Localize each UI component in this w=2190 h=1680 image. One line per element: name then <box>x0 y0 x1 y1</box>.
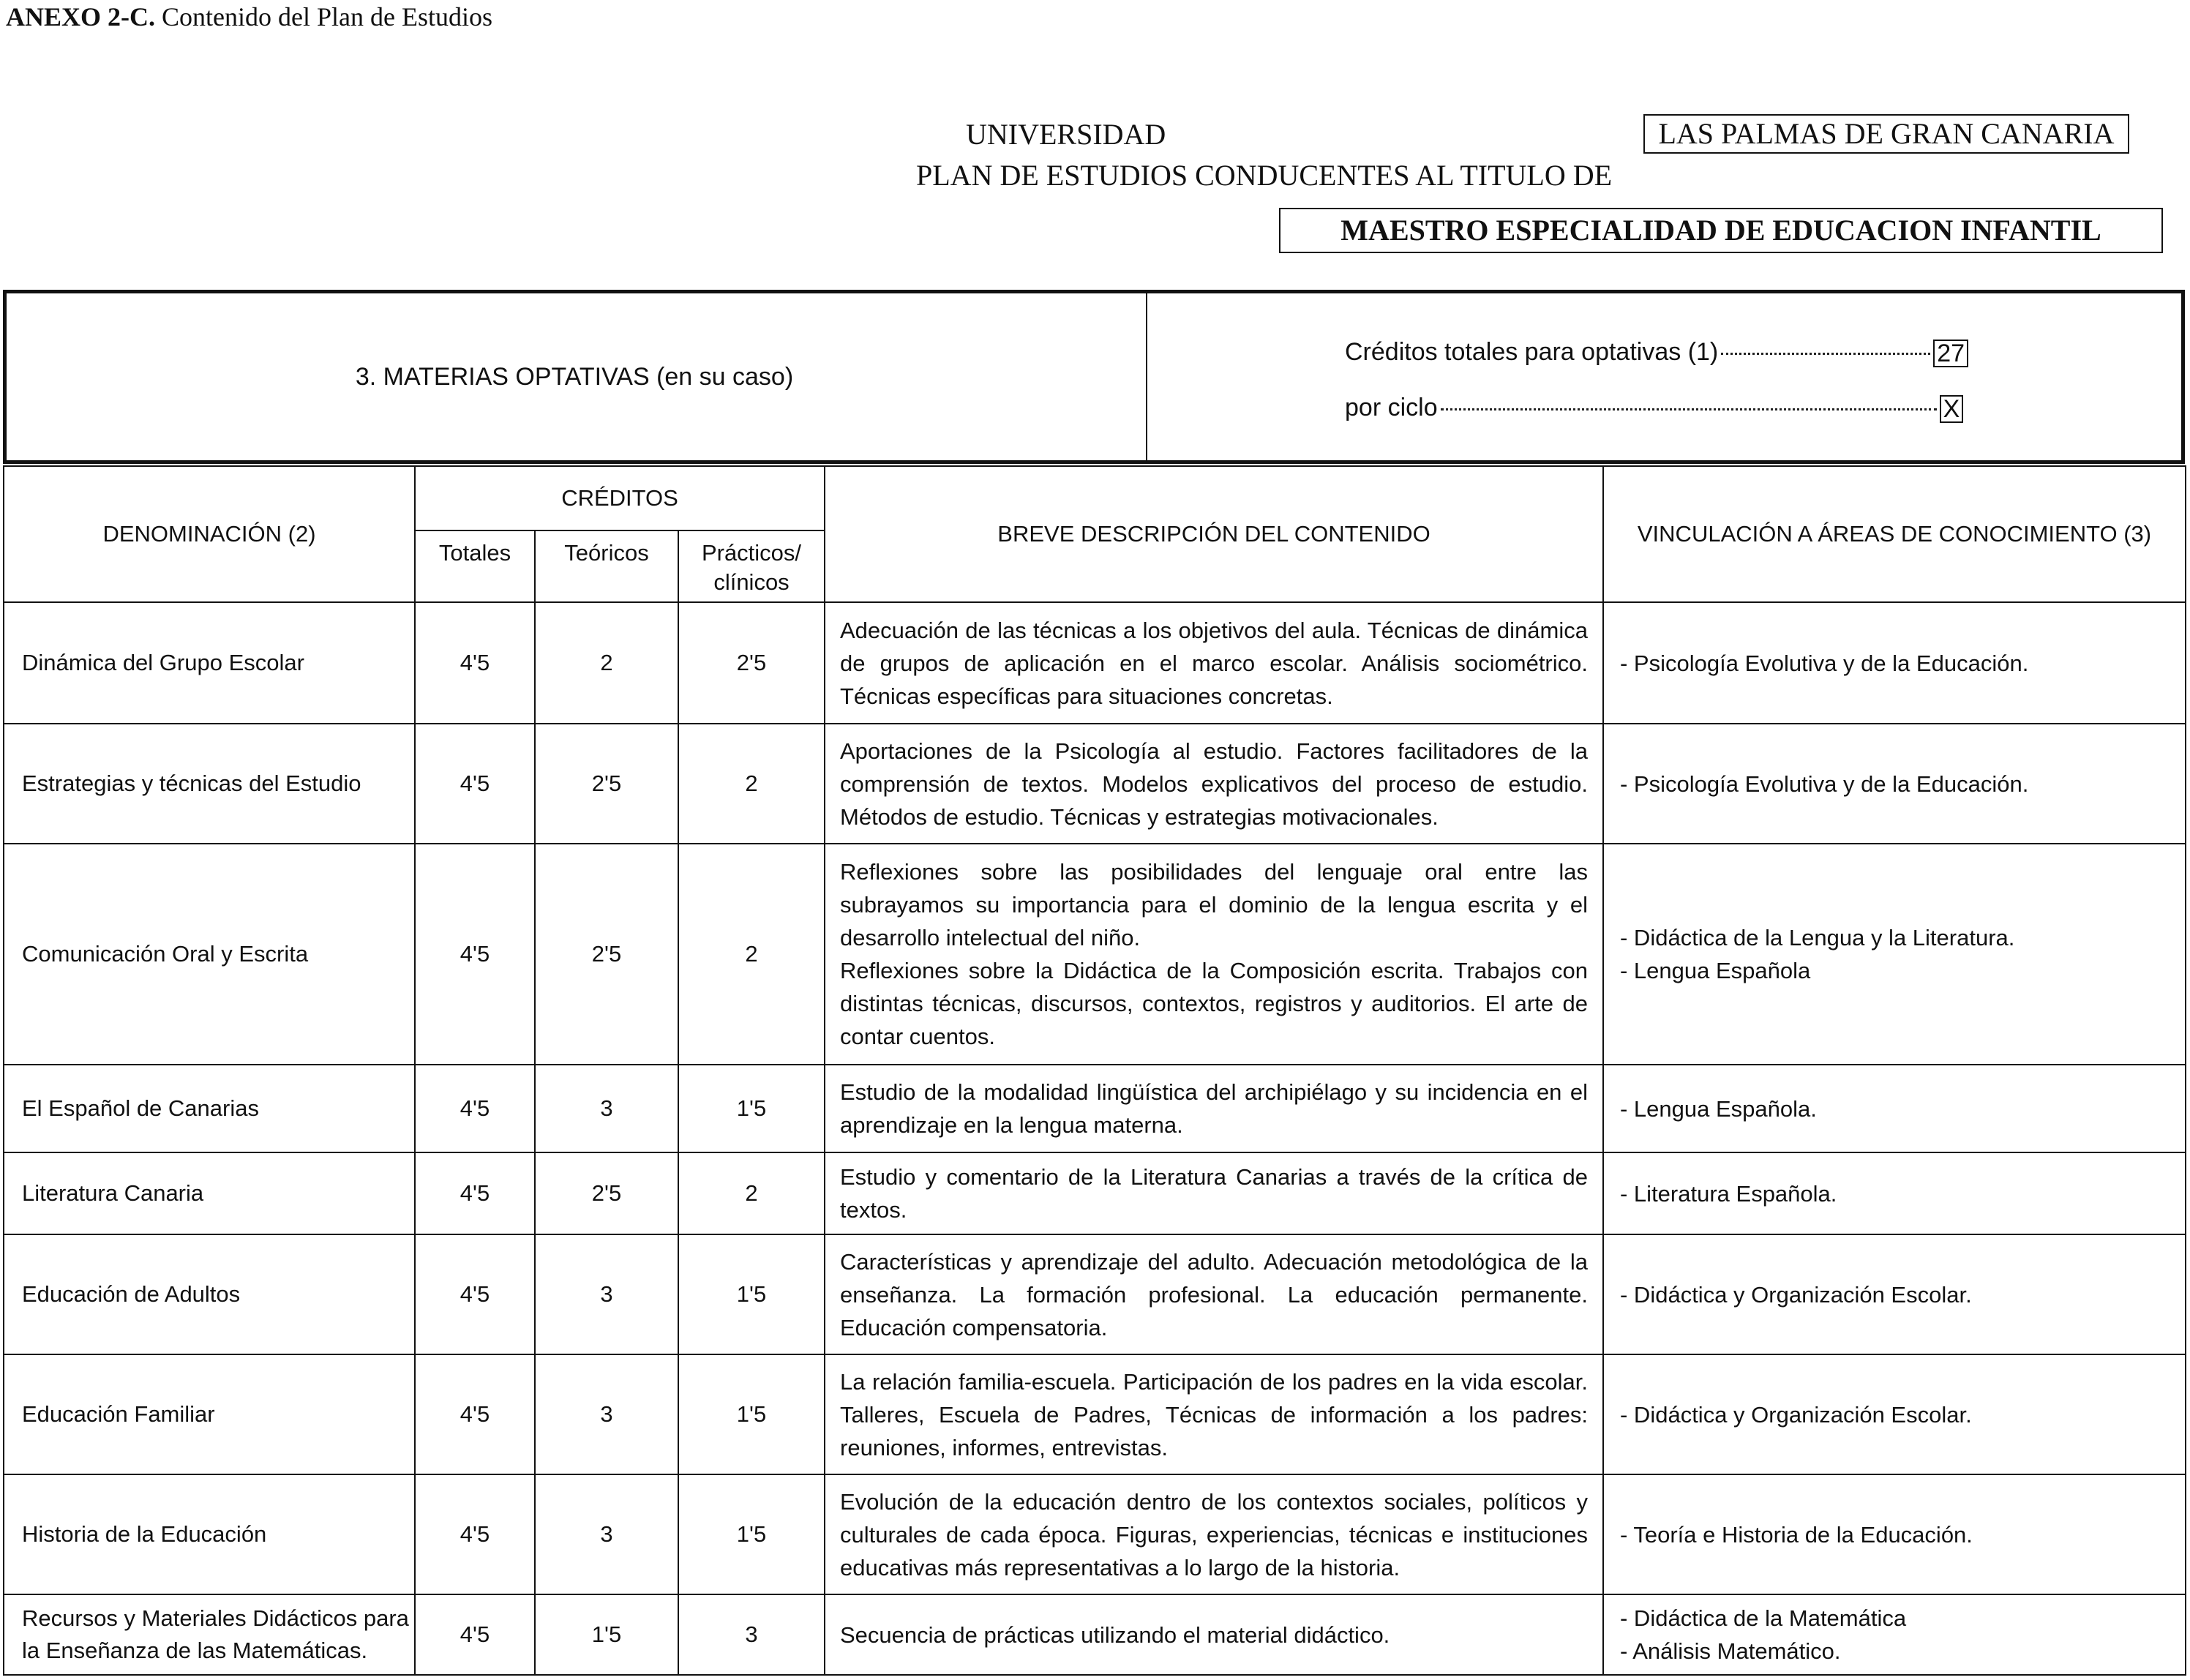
credits-practice: 1'5 <box>678 1474 825 1594</box>
knowledge-areas <box>1603 1474 2186 1594</box>
subject-description: Evolución de la educación dentro de los contextos sociales, políticos y culturales de cada época. Figuras, experiencias, técnicas e instituciones educativas más representativas a lo largo de la historia. <box>825 1474 1603 1594</box>
area-item: - Lengua Española. <box>1620 1095 1817 1122</box>
table-row <box>4 1065 2186 1152</box>
subject-description: Adecuación de las técnicas a los objetivos del aula. Técnicas de dinámica de grupos de aplicación en el marco escolar. Análisis sociométrico. Técnicas específicas para situaciones concretas. <box>825 602 1603 724</box>
credits-total: 4'5 <box>415 1354 535 1474</box>
subject-description: Aportaciones de la Psicología al estudio. Factores facilitadores de la comprensión de textos. Modelos explicativos del proceso de estudio. Métodos de estudio. Técnicas y estrategias motivacionales. <box>825 724 1603 844</box>
table-row <box>4 844 2186 1065</box>
table-row <box>4 1152 2186 1234</box>
knowledge-areas <box>1603 1065 2186 1152</box>
area-item: - Literatura Española. <box>1620 1180 1837 1207</box>
leader-dots <box>1721 353 1930 355</box>
subject-name: Educación de Adultos <box>4 1234 415 1354</box>
area-item: - Didáctica y Organización Escolar. <box>1620 1401 1972 1428</box>
header-teoricos: Teóricos <box>535 530 678 602</box>
total-credits-value: 27 <box>1933 340 1968 367</box>
subjects-table <box>3 465 2186 1676</box>
leader-dots <box>1441 408 1937 410</box>
optativas-label: 3. MATERIAS OPTATIVAS (en su caso) <box>355 363 794 391</box>
table-row <box>4 602 2186 724</box>
credits-theory: 2'5 <box>535 844 678 1065</box>
subject-name: Recursos y Materiales Didácticos para la Enseñanza de las Matemáticas. <box>4 1594 415 1675</box>
credits-theory: 2'5 <box>535 1152 678 1234</box>
knowledge-areas <box>1603 602 2186 724</box>
credits-practice: 1'5 <box>678 1354 825 1474</box>
credits-total: 4'5 <box>415 602 535 724</box>
cycle-value: X <box>1940 395 1964 423</box>
area-item: - Psicología Evolutiva y de la Educación. <box>1620 650 2029 676</box>
knowledge-areas <box>1603 724 2186 844</box>
credits-total: 4'5 <box>415 1474 535 1594</box>
subject-description <box>825 844 1603 1065</box>
credits-theory: 2 <box>535 602 678 724</box>
credits-theory: 3 <box>535 1234 678 1354</box>
subject-description: Secuencia de prácticas utilizando el material didáctico. <box>825 1594 1603 1675</box>
credits-practice: 2'5 <box>678 602 825 724</box>
table-row <box>4 1234 2186 1354</box>
cycle-credits-line <box>1345 394 1963 423</box>
optativas-divider <box>1146 290 1147 464</box>
credits-practice: 3 <box>678 1594 825 1675</box>
credits-theory: 3 <box>535 1474 678 1594</box>
area-item: - Lengua Española <box>1620 958 1811 983</box>
description-paragraph: Reflexiones sobre las posibilidades del lenguaje oral entre las subrayamos su importancia para el dominio de la lengua escrita y el desarrollo intelectual del niño. <box>840 859 1588 950</box>
credits-total: 4'5 <box>415 1594 535 1675</box>
table-row <box>4 1594 2186 1675</box>
university-label: UNIVERSIDAD <box>966 118 1166 151</box>
table-row <box>4 724 2186 844</box>
header-denominacion: DENOMINACIÓN (2) <box>4 466 415 602</box>
table-row <box>4 1474 2186 1594</box>
area-item: - Análisis Matemático. <box>1620 1638 1841 1664</box>
total-credits-label: Créditos totales para optativas (1) <box>1345 338 1719 366</box>
area-item: - Didáctica de la Lengua y la Literatura. <box>1620 925 2015 950</box>
credits-total: 4'5 <box>415 1152 535 1234</box>
credits-total: 4'5 <box>415 1234 535 1354</box>
knowledge-areas <box>1603 1354 2186 1474</box>
header-practicos: Prácticos/ clínicos <box>678 530 825 602</box>
area-item: - Teoría e Historia de la Educación. <box>1620 1521 1973 1548</box>
subject-name: Dinámica del Grupo Escolar <box>4 602 415 724</box>
subject-name: El Español de Canarias <box>4 1065 415 1152</box>
subject-name: Estrategias y técnicas del Estudio <box>4 724 415 844</box>
header-vinculacion: VINCULACIÓN A ÁREAS DE CONOCIMIENTO (3) <box>1603 466 2186 602</box>
subject-description: Estudio de la modalidad lingüística del archipiélago y su incidencia en el aprendizaje en la lengua materna. <box>825 1065 1603 1152</box>
subject-name: Educación Familiar <box>4 1354 415 1474</box>
annex-number: ANEXO 2-C. <box>6 2 155 31</box>
area-item: - Psicología Evolutiva y de la Educación. <box>1620 770 2029 797</box>
table-row <box>4 1354 2186 1474</box>
subject-name: Comunicación Oral y Escrita <box>4 844 415 1065</box>
annex-subtitle: Contenido del Plan de Estudios <box>155 2 492 31</box>
description-paragraph: Reflexiones sobre la Didáctica de la Composición escrita. Trabajos con distintas técnicas, discursos, contextos, registros y auditorios. El arte de contar cuentos. <box>840 958 1588 1049</box>
subject-description: Características y aprendizaje del adulto. Adecuación metodológica de la enseñanza. La formación profesional. La educación permanente. Educación compensatoria. <box>825 1234 1603 1354</box>
subject-name: Literatura Canaria <box>4 1152 415 1234</box>
credits-practice: 2 <box>678 1152 825 1234</box>
credits-practice: 1'5 <box>678 1234 825 1354</box>
degree-title-box: MAESTRO ESPECIALIDAD DE EDUCACION INFANTIL <box>1279 208 2163 253</box>
credits-total: 4'5 <box>415 1065 535 1152</box>
credits-practice: 2 <box>678 724 825 844</box>
header-creditos: CRÉDITOS <box>415 466 825 530</box>
cycle-label: por ciclo <box>1345 394 1438 421</box>
credits-practice: 1'5 <box>678 1065 825 1152</box>
credits-practice: 2 <box>678 844 825 1065</box>
header-totales: Totales <box>415 530 535 602</box>
total-credits-line <box>1345 338 1968 367</box>
subject-description: La relación familia-escuela. Participación de los padres en la vida escolar. Talleres, Escuela de Padres, Técnicas de información a los padres: reuniones, informes, entrevistas. <box>825 1354 1603 1474</box>
subject-name: Historia de la Educación <box>4 1474 415 1594</box>
knowledge-areas <box>1603 1152 2186 1234</box>
plan-title-line: PLAN DE ESTUDIOS CONDUCENTES AL TITULO DE <box>916 159 1613 192</box>
knowledge-areas <box>1603 1594 2186 1675</box>
university-name-box: LAS PALMAS DE GRAN CANARIA <box>1643 114 2129 154</box>
credits-total: 4'5 <box>415 844 535 1065</box>
area-item: - Didáctica y Organización Escolar. <box>1620 1281 1972 1308</box>
knowledge-areas <box>1603 844 2186 1065</box>
credits-total: 4'5 <box>415 724 535 844</box>
subject-description: Estudio y comentario de la Literatura Canarias a través de la crítica de textos. <box>825 1152 1603 1234</box>
knowledge-areas <box>1603 1234 2186 1354</box>
credits-theory: 1'5 <box>535 1594 678 1675</box>
credits-theory: 3 <box>535 1065 678 1152</box>
area-item: - Didáctica de la Matemática <box>1620 1605 1907 1631</box>
credits-theory: 3 <box>535 1354 678 1474</box>
header-descripcion: BREVE DESCRIPCIÓN DEL CONTENIDO <box>825 466 1603 602</box>
annex-heading <box>6 1 492 32</box>
credits-theory: 2'5 <box>535 724 678 844</box>
